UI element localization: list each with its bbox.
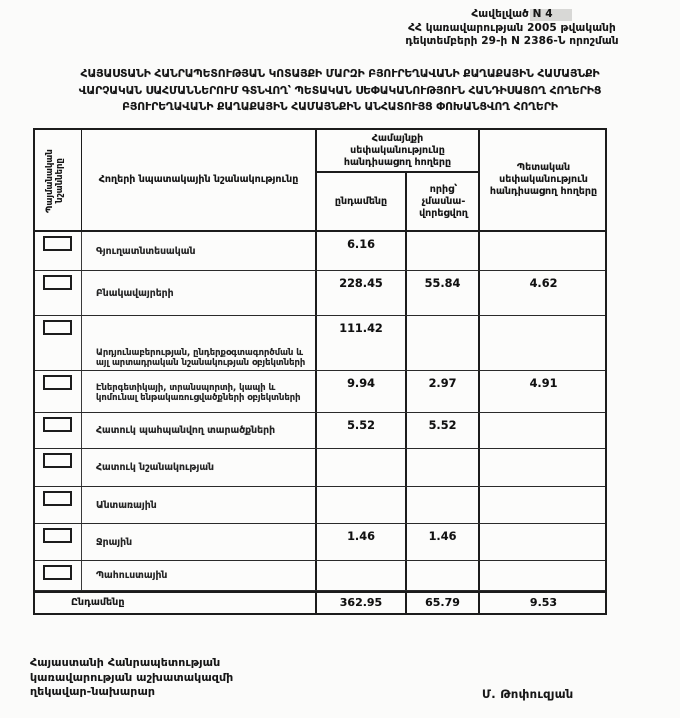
land-designation-label: Էներգետիկայի, տրանսպորտի, կապի և կոմունալ ենթակառուցվածքների օբյեկտների [82,371,317,412]
header-symbols-label: Պայմանական նշանները [45,149,65,213]
header-community-label: Համայնքի սեփականությունը հանդիսացող հողերը [317,130,478,173]
value-of-which [407,561,480,590]
legend-symbol-box [43,275,72,290]
legend-symbol-box [43,491,72,506]
symbol-cell [35,232,82,270]
symbol-cell [35,316,82,370]
value-total [317,561,407,590]
totals-state: 9.53 [529,596,558,609]
legend-symbol-box [43,236,72,251]
value-of-which [407,316,480,370]
appendix-line-2: ՀՀ կառավարության 2005 թվականի [408,21,616,34]
table-row [35,524,605,561]
land-designation-label: Հատուկ նշանակության [82,449,317,486]
value-state: 4.62 [529,277,558,290]
footer-line-3: ղեկավար-նախարար [30,685,156,698]
value-of-which: 55.84 [407,271,480,315]
symbol-cell [35,271,82,315]
value-total: 9.94 [317,371,407,412]
value-total: 228.45 [317,271,407,315]
appendix-line-3: դեկտեմբերի 29-ի N 2386-Ն որոշման [405,35,619,47]
table-row [35,487,605,524]
footer-issuer [30,656,233,700]
table-row [35,316,605,371]
header-state-cell: Պետական սեփականություն հանդիսացող հողերը [489,162,598,197]
symbol-cell [35,371,82,412]
legend-symbol-box [43,417,72,432]
totals-total: 362.95 [317,593,407,613]
table-totals-row [35,591,605,613]
signature-name: Մ. Թոփուզյան [482,687,574,701]
value-state [480,449,607,486]
title-line-1: ՀԱՅԱՍՏԱՆԻ ՀԱՆՐԱՊԵՏՈՒԹՅԱՆ ԿՈՏԱՅՔԻ ՄԱՐԶԻ ԲՅՈՒՐԵՂԱՎԱՆԻ ՔԱՂԱՔԱՅԻՆ ՀԱՄԱՅՆՔԻ [80,67,600,80]
header-symbols-cell [35,130,82,230]
value-state [480,524,607,560]
legend-symbol-box [43,320,72,335]
legend-symbol-box [43,565,72,580]
value-state: 4.91 [529,377,558,390]
header-subcol-total: ընդամենը [317,173,407,230]
symbol-cell [35,449,82,486]
value-total: 5.52 [317,413,407,448]
totals-of-which: 65.79 [407,593,480,613]
totals-label: Ընդամենը [35,593,317,613]
symbol-cell [35,561,82,590]
table-row [35,232,605,271]
table-row [35,413,605,449]
appendix-line-1: Հավելված N 4 [471,8,553,20]
symbol-cell [35,487,82,523]
land-designation-label: Բնակավայրերի [82,271,317,315]
document-title [18,66,662,116]
table-header-row [35,130,605,232]
legend-symbol-box [43,453,72,468]
table-row [35,271,605,316]
value-total: 111.42 [317,316,407,370]
value-total: 1.46 [317,524,407,560]
value-state [480,232,607,270]
title-line-2: ՎԱՐՉԱԿԱՆ ՍԱՀՄԱՆՆԵՐՈՒՄ ԳՏՆՎՈՂ՝ ՊԵՏԱԿԱՆ ՍԵՓԱԿԱՆՈՒԹՅՈՒՆ ՀԱՆԴԻՍԱՑՈՂ ՀՈՂԵՐԻՑ [78,83,602,97]
value-of-which [407,487,480,523]
symbol-cell [35,413,82,448]
land-designation-label: Արդյունաբերության, ընդերքօգտագործման և այլ արտադրական նշանակության օբյեկտների [82,316,317,370]
symbol-cell [35,524,82,560]
value-total [317,487,407,523]
value-state [480,561,607,590]
value-of-which [407,232,480,270]
value-of-which: 2.97 [407,371,480,412]
value-state [480,413,607,448]
legend-symbol-box [43,528,72,543]
header-subcol-of-which: որից՝ չմասնավորեցվող [419,183,468,219]
value-of-which: 5.52 [407,413,480,448]
land-designation-label: Գյուղատնտեսական [82,232,317,270]
footer-line-1: Հայաստանի Հանրապետության [30,656,221,669]
value-state [480,316,607,370]
land-designation-label: Պահուստային [82,561,317,590]
header-community-group [317,130,480,230]
land-designation-label: Ջրային [82,524,317,560]
land-designation-label: Անտառային [82,487,317,523]
table-row [35,561,605,591]
table-row [35,371,605,413]
value-of-which: 1.46 [407,524,480,560]
land-designation-label: Հատուկ պահպանվող տարածքների [82,413,317,448]
legend-symbol-box [43,375,72,390]
land-transfer-table [33,128,607,615]
table-row [35,449,605,487]
header-designation-cell: Հողերի նպատակային նշանակությունը [82,130,317,230]
title-line-3: ԲՅՈՒՐԵՂԱՎԱՆԻ ՔԱՂԱՔԱՅԻՆ ՀԱՄԱՅՆՔԻՆ ԱՆՀԱՏՈՒՅՑ ՓՈԽԱՆՑՎՈՂ ՀՈՂԵՐԻ [122,100,558,113]
footer-line-2: կառավարության աշխատակազմի [30,670,234,684]
appendix-header [352,8,672,49]
value-of-which [407,449,480,486]
value-state [480,487,607,523]
value-total [317,449,407,486]
value-total: 6.16 [317,232,407,270]
